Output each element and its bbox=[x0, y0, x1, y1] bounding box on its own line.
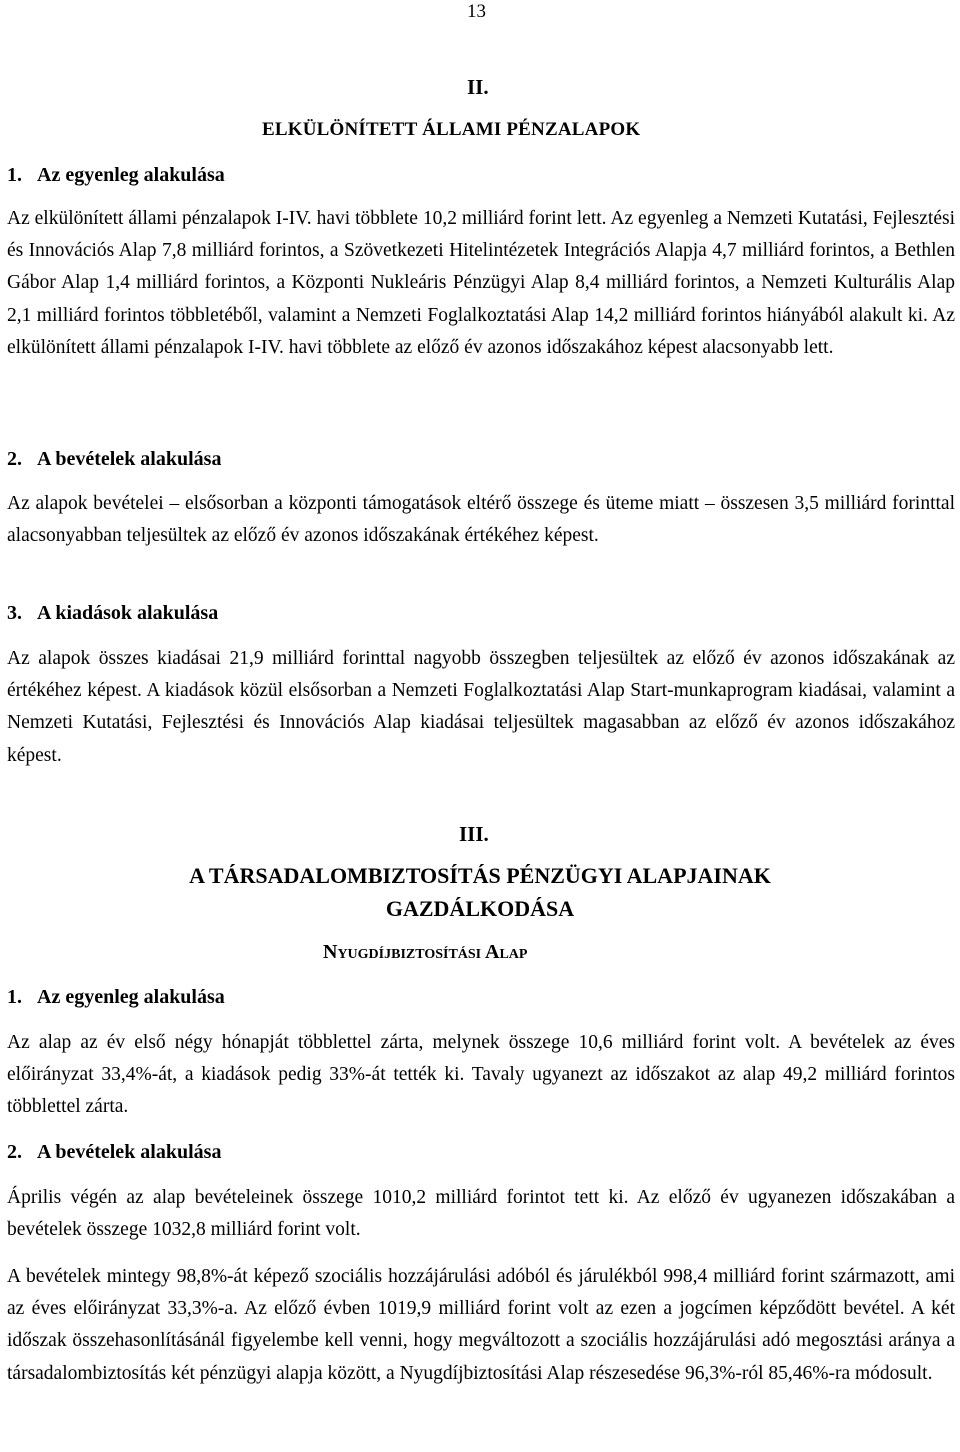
part-iii-section2-text-a: Április végén az alap bevételeinek összege 1010,2 milliárd forintot tett ki. Az előző év ugyanezen időszakában a bevételek összege 1032,8 milliárd forint volt. bbox=[7, 1187, 955, 1241]
part-iii-roman-numeral: III. bbox=[459, 822, 489, 846]
part-ii-section2-heading: 2. A bevételek alakulása bbox=[7, 448, 222, 470]
part-iii-section1-heading: 1. Az egyenleg alakulása bbox=[7, 986, 225, 1008]
part-ii-section2-text: Az alapok bevételei – elsősorban a központi támogatások eltérő összege és üteme miatt – összesen 3,5 milliárd forinttal alacsonyabban teljesültek az előző év azonos időszakának értékéhez képest. bbox=[7, 493, 955, 547]
part-ii-roman-numeral: II. bbox=[467, 75, 489, 99]
part-ii-title: ELKÜLÖNÍTETT ÁLLAMI PÉNZALAPOK bbox=[262, 119, 641, 140]
part-iii-subtitle: Nyugdíjbiztosítási Alap bbox=[323, 941, 528, 963]
part-ii-section1-heading: 1. Az egyenleg alakulása bbox=[7, 164, 225, 186]
part-ii-section3-heading: 3. A kiadások alakulása bbox=[7, 602, 219, 624]
part-ii-section1-text: Az elkülönített állami pénzalapok I-IV. havi többlete 10,2 milliárd forint lett. Az egyenleg a Nemzeti Kutatási, Fejlesztési és Innovációs Alap 7,8 milliárd forintos, a Szövetkezeti Hitelintézetek Integrációs Alapja 4,7 milliárd forintos, a Bethlen Gábor Alap 1,4 milliárd forintos, a Központi Nukleáris Pénzügyi Alap 8,4 milliárd forintos, a Nemzeti Kulturális Alap 2,1 milliárd forintos többletéből, valamint a Nemzeti Foglalkoztatási Alap 14,2 milliárd forintos hiányából alakult ki. Az elkülönített állami pénzalapok I-IV. havi többlete az előző év azonos időszakához képest alacsonyabb lett. bbox=[7, 208, 955, 358]
part-iii-section2-text-b: A bevételek mintegy 98,8%-át képező szociális hozzájárulási adóból és járulékból 998,4 milliárd forint származott, ami az éves előirányzat 33,3%-a. Az előző évben 1019,9 milliárd forint volt az ezen a jogcímen képződött bevétel. A két időszak összehasonlításánál figyelembe kell venni, hogy megváltozott a szociális hozzájárulási adó megosztási aránya a társadalombiztosítás két pénzügyi alapja között, a Nyugdíjbiztosítási Alap részesedése 96,3%-ról 85,46%-ra módosult. bbox=[7, 1266, 955, 1384]
page-number: 13 bbox=[467, 1, 486, 22]
part-iii-title-line2: GAZDÁLKODÁSA bbox=[385, 896, 575, 921]
part-iii-section1-text: Az alap az év első négy hónapját többlettel zárta, melynek összege 10,6 milliárd forint volt. A bevételek az éves előirányzat 33,4%-át, a kiadások pedig 33%-át tették ki. Tavaly ugyanezt az időszakot az alap 49,2 milliárd forintos többlettel zárta. bbox=[7, 1032, 955, 1118]
part-iii-section2-heading: 2. A bevételek alakulása bbox=[7, 1141, 222, 1163]
part-ii-section3-text: Az alapok összes kiadásai 21,9 milliárd forinttal nagyobb összegben teljesültek az előző év azonos időszakának az értékéhez képest. A kiadások közül elsősorban a Nemzeti Foglalkoztatási Alap Start-munkaprogram kiadásai, valamint a Nemzeti Kutatási, Fejlesztési és Innovációs Alap kiadásai teljesültek magasabban az előző év azonos időszakához képest. bbox=[7, 648, 955, 766]
part-iii-title-line1: A TÁRSADALOMBIZTOSÍTÁS PÉNZÜGYI ALAPJAINAK bbox=[189, 863, 771, 888]
